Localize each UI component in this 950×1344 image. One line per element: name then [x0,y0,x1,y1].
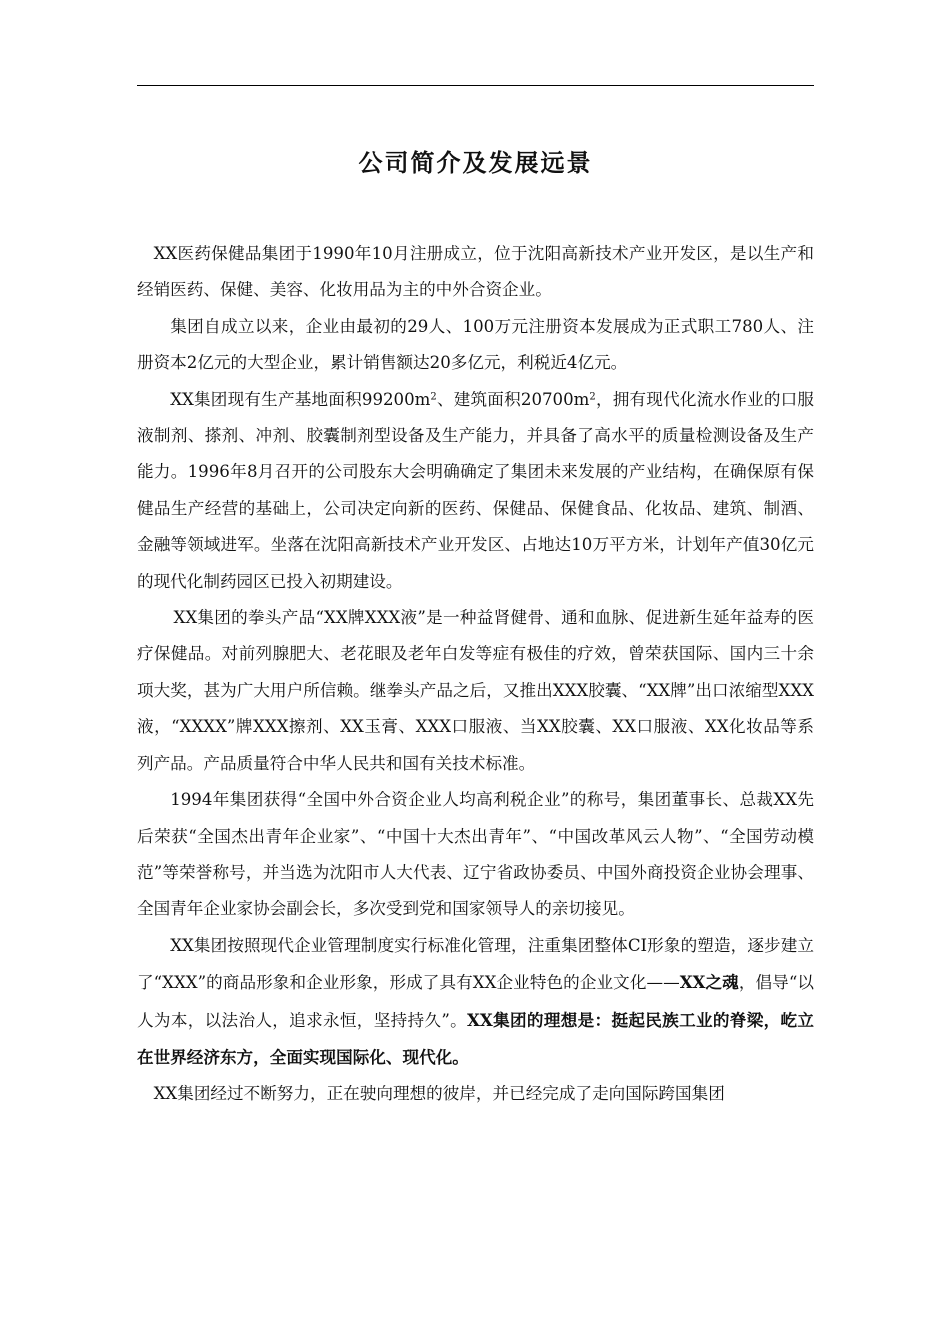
superscript-squared: 2 [430,391,437,403]
paragraph-7: XX集团经过不断努力，正在驶向理想的彼岸，并已经完成了走向国际跨国集团 [153,1084,725,1104]
bold-text-ideal: XX集团的理想是：挺起民族工业的脊梁，屹立在世界经济东方，全面实现国际化、现代化。 [137,1009,815,1067]
paragraph-1: XX医药保健品集团于1990年10月注册成立，位于沈阳高新技术产业开发区，是以生产和经销医药、保健、美容、化妆用品为主的中外合资企业。 [137,244,814,300]
paragraph-3-text-c: ，拥有现代化流水作业的口服液制剂、搽剂、冲剂、胶囊制剂型设备及生产能力，并具备了高水平的质量检测设备及生产能力。1996年8月召开的公司股东大会明确确定了集团未来发展的产业结构，在确保原有保健品生产经营的基础上，公司决定向新的医药、保健品、保健食品、化妆品、建筑、制酒、金融等领域进军。坐落在沈阳高新技术产业开发区、占地达10万平方米，计划年产值30亿元的现代化制药园区已投入初期建设。 [137,389,814,591]
superscript-squared: 2 [589,391,596,403]
paragraph-3-text-b: 、建筑面积20700m [436,389,590,409]
paragraph-3 [137,382,814,600]
paragraph-6-text-b: ，倡导“以人为本，以法治人，追求永恒，坚持持久”。 [137,973,814,1030]
paragraph-2: 集团自成立以来，企业由最初的29人、100万元注册资本发展成为正式职工780人、注册资本2亿元的大型企业，累计销售额达20多亿元，利税近4亿元。 [137,316,814,373]
paragraph-5: 1994年集团获得“全国中外合资企业人均高利税企业”的称号，集团董事长、总裁XX先后荣获“全国杰出青年企业家”、“中国十大杰出青年”、“中国改革风云人物”、“全国劳动模范”等荣誉称号，并当选为沈阳市人大代表、辽宁省政协委员、中国外商投资企业协会理事、全国青年企业家协会副会长，多次受到党和国家领导人的亲切接见。 [137,790,814,919]
header-rule [137,85,814,86]
bold-text-soul: XX之魂 [679,972,739,993]
paragraph-6-text-a: XX集团按照现代企业管理制度实行标准化管理，注重集团整体CI形象的塑造，逐步建立了“XXX”的商品形象和企业形象，形成了具有XX企业特色的企业文化—— [137,935,814,993]
document-body [137,236,814,1113]
paragraph-4: XX集团的拳头产品“XX牌XXX液”是一种益肾健骨、通和血脉、促进新生延年益寿的医疗保健品。对前列腺肥大、老花眼及老年白发等症有极佳的疗效，曾荣获国际、国内三十余项大奖，甚为广大用户所信赖。继拳头产品之后，又推出XXX胶囊、“XX牌”出口浓缩型XXX液，“XXXX”牌XXX擦剂、XX玉膏、XXX口服液、当XX胶囊、XX口服液、XX化妆品等系列产品。产品质量符合中华人民共和国有关技术标准。 [137,608,814,773]
paragraph-6 [137,928,814,1077]
paragraph-3-text-a: XX集团现有生产基地面积99200m [170,389,431,409]
page-title: 公司简介及发展远景 [358,148,593,177]
